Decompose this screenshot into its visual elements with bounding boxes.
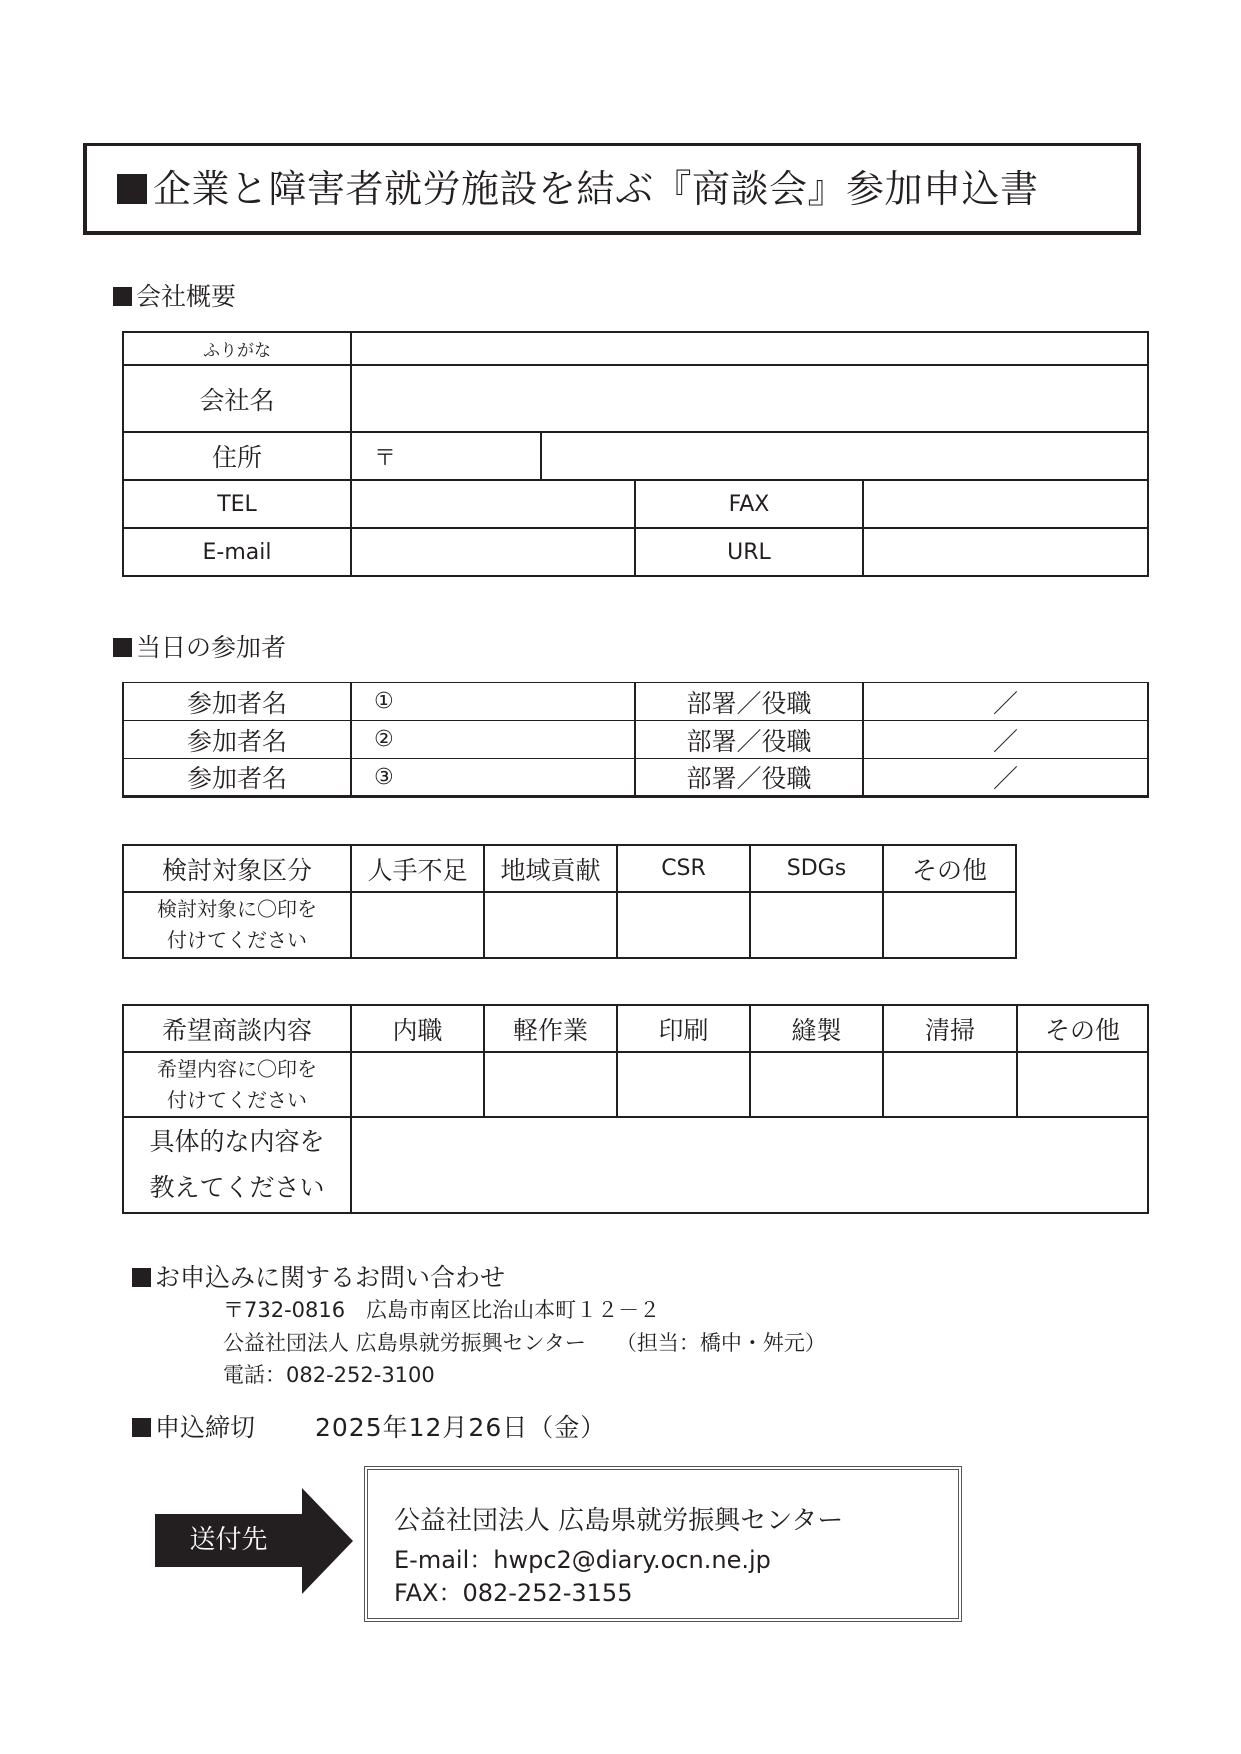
send-to-label: 送付先 bbox=[189, 1525, 268, 1555]
details-label-line: 教えてください bbox=[149, 1173, 325, 1202]
desired-mark-cell-other[interactable] bbox=[1017, 1052, 1148, 1117]
participant-name-label: 参加者名 bbox=[123, 721, 351, 759]
company-name-label: 会社名 bbox=[123, 365, 351, 432]
desired-details-input[interactable] bbox=[351, 1117, 1148, 1213]
instruction-line: 検討対象に〇印を bbox=[157, 897, 317, 921]
furigana-label: ふりがな bbox=[123, 332, 351, 365]
inquiry-org-name: 公益社団法人 広島県就労振興センター bbox=[223, 1331, 586, 1355]
square-bullet-icon bbox=[132, 1418, 151, 1437]
desired-instruction bbox=[123, 1052, 351, 1117]
consideration-mark-cell-community[interactable] bbox=[484, 892, 617, 958]
inquiry-organization bbox=[223, 1329, 826, 1357]
email-url-row bbox=[123, 528, 1148, 576]
desired-column-header: 清掃 bbox=[883, 1005, 1017, 1052]
company-section-heading bbox=[113, 282, 236, 312]
consideration-column-header: 地域貢献 bbox=[484, 845, 617, 892]
tel-input[interactable] bbox=[351, 480, 635, 528]
participant-number: ① bbox=[374, 689, 394, 714]
desired-column-header: 印刷 bbox=[617, 1005, 750, 1052]
page-title bbox=[117, 146, 1039, 232]
email-input[interactable] bbox=[351, 528, 635, 576]
postal-mark-icon: 〒 bbox=[374, 445, 397, 471]
department-title-label: 部署／役職 bbox=[635, 759, 863, 797]
square-bullet-icon bbox=[113, 638, 132, 657]
desired-mark-cell-piecework[interactable] bbox=[351, 1052, 484, 1117]
url-input[interactable] bbox=[863, 528, 1148, 576]
participants-table bbox=[122, 682, 1149, 798]
fax-label: FAX bbox=[635, 480, 863, 528]
consideration-mark-row bbox=[123, 892, 1016, 958]
page-title-text: 企業と障害者就労施設を結ぶ『商談会』参加申込書 bbox=[153, 167, 1039, 211]
consideration-category-label: 検討対象区分 bbox=[123, 845, 351, 892]
desired-category-label: 希望商談内容 bbox=[123, 1005, 351, 1052]
participants-section-heading bbox=[113, 633, 286, 663]
address-row bbox=[123, 432, 1148, 480]
furigana-input[interactable] bbox=[351, 332, 1148, 365]
instruction-line: 付けてください bbox=[167, 928, 307, 952]
address-label: 住所 bbox=[123, 432, 351, 480]
consideration-column-header: その他 bbox=[883, 845, 1016, 892]
consideration-mark-cell-other[interactable] bbox=[883, 892, 1016, 958]
participant-number: ③ bbox=[374, 764, 394, 790]
details-label-line: 具体的な内容を bbox=[149, 1127, 325, 1156]
company-table bbox=[122, 331, 1149, 577]
participant-number: ② bbox=[374, 727, 394, 752]
deadline-date: 2025年12月26日（金） bbox=[315, 1413, 607, 1442]
participant-row bbox=[123, 759, 1148, 797]
consideration-mark-cell-sdgs[interactable] bbox=[750, 892, 883, 958]
tel-label: TEL bbox=[123, 480, 351, 528]
department-title-input[interactable]: ／ bbox=[863, 683, 1148, 721]
company-section-heading-text: 会社概要 bbox=[136, 282, 237, 311]
inquiry-heading bbox=[132, 1263, 505, 1293]
desired-column-header: 内職 bbox=[351, 1005, 484, 1052]
url-label: URL bbox=[635, 528, 863, 576]
send-to-email[interactable]: E-mail：hwpc2@diary.ocn.ne.jp bbox=[394, 1546, 771, 1574]
department-title-label: 部署／役職 bbox=[635, 721, 863, 759]
send-to-box bbox=[364, 1466, 962, 1622]
desired-mark-cell-sewing[interactable] bbox=[750, 1052, 883, 1117]
desired-column-header: 縫製 bbox=[750, 1005, 883, 1052]
square-bullet-icon bbox=[113, 287, 132, 306]
desired-header-row bbox=[123, 1005, 1148, 1052]
department-title-input[interactable]: ／ bbox=[863, 759, 1148, 797]
instruction-line: 付けてください bbox=[167, 1087, 307, 1112]
square-bullet-icon bbox=[132, 1268, 151, 1287]
consideration-header-row bbox=[123, 845, 1016, 892]
deadline-heading-text: 申込締切 bbox=[155, 1413, 256, 1442]
participant-name-input[interactable] bbox=[351, 759, 635, 797]
desired-column-header: 軽作業 bbox=[484, 1005, 617, 1052]
fax-input[interactable] bbox=[863, 480, 1148, 528]
consideration-mark-cell-csr[interactable] bbox=[617, 892, 750, 958]
participant-name-input[interactable] bbox=[351, 721, 635, 759]
department-title-label: 部署／役職 bbox=[635, 683, 863, 721]
participant-row bbox=[123, 721, 1148, 759]
participants-section-heading-text: 当日の参加者 bbox=[136, 633, 287, 662]
company-name-input[interactable] bbox=[351, 365, 1148, 432]
desired-details-label bbox=[123, 1117, 351, 1213]
instruction-line: 希望内容に〇印を bbox=[157, 1056, 317, 1081]
desired-mark-cell-printing[interactable] bbox=[617, 1052, 750, 1117]
participant-name-label: 参加者名 bbox=[123, 759, 351, 797]
consideration-instruction bbox=[123, 892, 351, 958]
send-to-fax: FAX：082-252-3155 bbox=[394, 1579, 633, 1607]
desired-column-header: その他 bbox=[1017, 1005, 1148, 1052]
desired-mark-row bbox=[123, 1052, 1148, 1117]
desired-table bbox=[122, 1004, 1149, 1214]
consideration-column-header: SDGs bbox=[750, 845, 883, 892]
desired-mark-cell-light-work[interactable] bbox=[484, 1052, 617, 1117]
department-title-input[interactable]: ／ bbox=[863, 721, 1148, 759]
inquiry-heading-text: お申込みに関するお問い合わせ bbox=[155, 1263, 506, 1292]
inquiry-address: 〒732-0816 広島市南区比治山本町１２－２ bbox=[223, 1298, 661, 1322]
consideration-mark-cell-labor-shortage[interactable] bbox=[351, 892, 484, 958]
title-box bbox=[83, 143, 1141, 235]
furigana-row bbox=[123, 332, 1148, 365]
inquiry-contact-person: （担当：橋中・舛元） bbox=[615, 1331, 826, 1355]
consideration-table bbox=[122, 844, 1017, 959]
postal-code-input[interactable] bbox=[351, 432, 541, 480]
deadline-heading bbox=[132, 1413, 255, 1443]
consideration-column-header: 人手不足 bbox=[351, 845, 484, 892]
participant-row bbox=[123, 683, 1148, 721]
email-label: E-mail bbox=[123, 528, 351, 576]
company-name-row bbox=[123, 365, 1148, 432]
participant-name-label: 参加者名 bbox=[123, 683, 351, 721]
tel-fax-row bbox=[123, 480, 1148, 528]
address-input[interactable] bbox=[541, 432, 1148, 480]
consideration-column-header: CSR bbox=[617, 845, 750, 892]
participant-name-input[interactable] bbox=[351, 683, 635, 721]
inquiry-phone: 電話：082-252-3100 bbox=[223, 1363, 435, 1387]
desired-details-row bbox=[123, 1117, 1148, 1213]
desired-mark-cell-cleaning[interactable] bbox=[883, 1052, 1017, 1117]
square-bullet-icon bbox=[117, 174, 147, 204]
send-to-organization: 公益社団法人 広島県就労振興センター bbox=[394, 1506, 844, 1536]
